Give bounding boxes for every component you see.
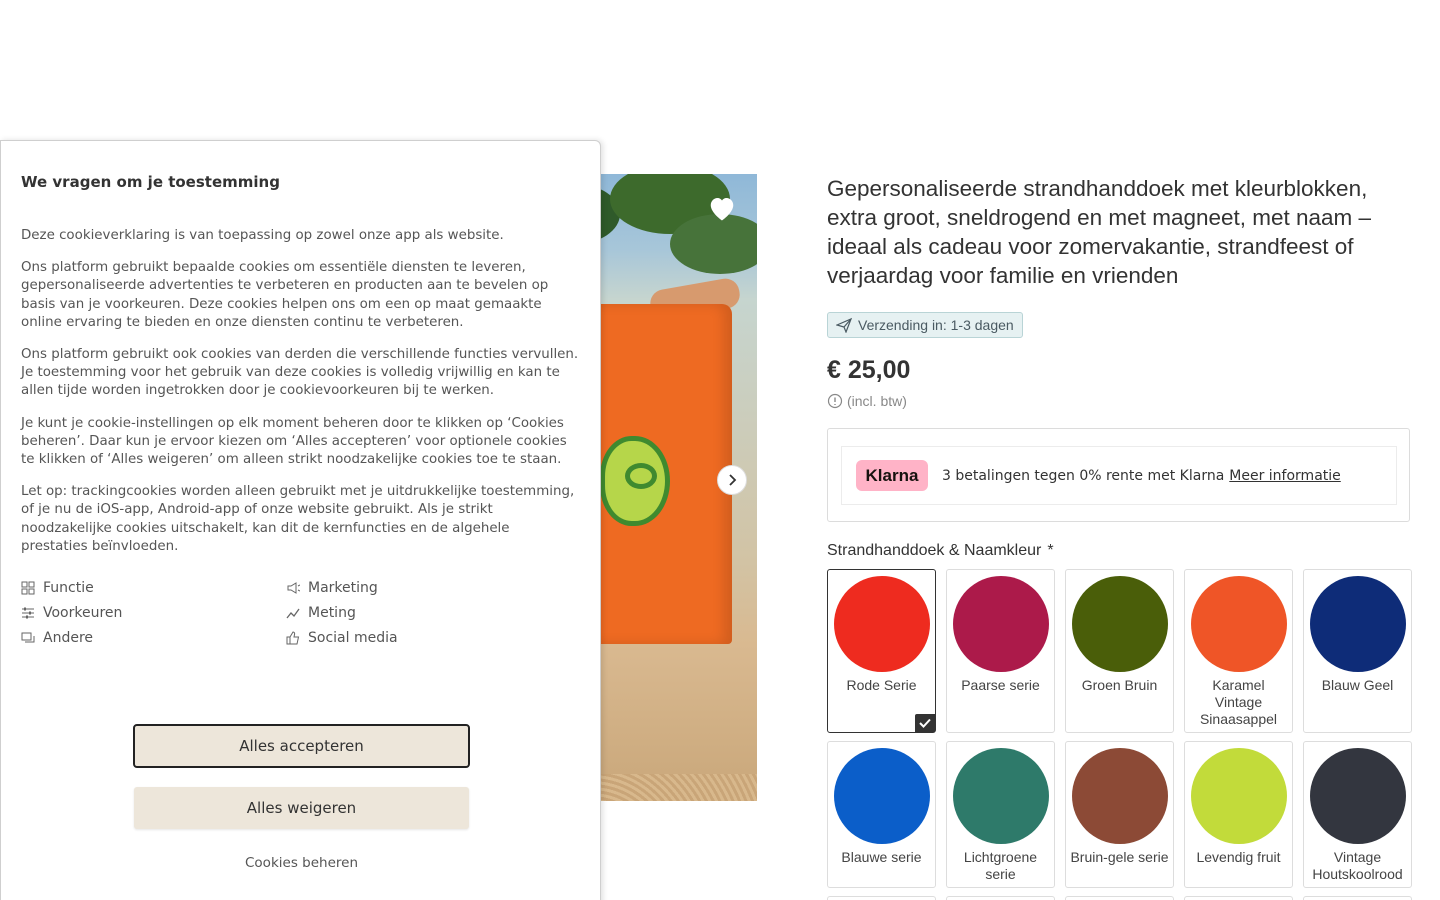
cookie-consent-panel (0, 140, 601, 900)
cookie-category-label: Andere (43, 629, 94, 646)
color-swatch-option[interactable] (1303, 569, 1412, 733)
reject-all-button[interactable]: Alles weigeren (134, 787, 469, 829)
swatch-color-circle (1310, 748, 1406, 844)
manage-cookies-button[interactable]: Cookies beheren (134, 849, 469, 877)
color-swatch-option[interactable] (946, 741, 1055, 888)
checkmark-icon (915, 714, 935, 732)
klarna-banner (841, 446, 1397, 505)
chart-icon (286, 606, 300, 620)
swatch-name: Groen Bruin (1081, 677, 1158, 693)
cookie-category-andere (21, 628, 286, 647)
swatch-name: Bruin-gele serie (1070, 849, 1169, 865)
swatch-color-circle (834, 748, 930, 844)
vat-text: (incl. btw) (847, 393, 907, 409)
color-swatch-option-partial[interactable] (1303, 896, 1412, 900)
swatch-name: Levendig fruit (1196, 849, 1281, 865)
cookie-categories (21, 578, 580, 647)
cookie-category-label: Marketing (308, 579, 378, 596)
cookie-category-label: Meting (308, 604, 356, 621)
klarna-box (827, 428, 1410, 522)
swatch-name: Blauwe serie (841, 849, 922, 865)
required-marker: * (1047, 542, 1054, 559)
cookie-category-label: Voorkeuren (43, 604, 123, 621)
swatch-color-circle (1072, 748, 1168, 844)
klarna-text: 3 betalingen tegen 0% rente met Klarna (942, 467, 1225, 484)
cookie-category-social-media (286, 628, 551, 647)
product-info (827, 174, 1412, 409)
cookie-category-meting (286, 603, 551, 622)
color-swatch-option[interactable] (1065, 569, 1174, 733)
cookie-category-label: Social media (308, 629, 398, 646)
cookie-category-label: Functie (43, 579, 94, 596)
info-icon (827, 393, 843, 409)
color-swatch-option[interactable] (1065, 741, 1174, 888)
cookie-category-voorkeuren (21, 603, 286, 622)
color-swatch-grid (827, 569, 1411, 900)
swatch-name: Rode Serie (846, 677, 917, 693)
cookie-paragraph: Je kunt je cookie-instellingen op elk moment beheren door te klikken op ‘Cookies beheren’. Daar kun je ervoor kiezen om ‘Alles accepteren’ voor optionele cookies te klikken of ‘Alles weigeren’ om alleen strikt noodzakelijke cookies toe te staan. (21, 415, 567, 468)
favorite-heart-icon[interactable] (705, 192, 739, 224)
swatch-color-circle (953, 576, 1049, 672)
swatch-color-circle (1191, 576, 1287, 672)
cookie-paragraph: Deze cookieverklaring is van toepassing op zowel onze app als website. (21, 228, 504, 243)
swatch-name: Paarse serie (961, 677, 1040, 693)
color-swatch-option[interactable] (1303, 741, 1412, 888)
color-swatch-option[interactable] (946, 569, 1055, 733)
swatch-color-circle (1191, 748, 1287, 844)
next-image-chevron-icon[interactable] (717, 465, 747, 495)
swatch-name: Vintage Houtskoolrood (1312, 849, 1403, 882)
swatch-color-circle (1072, 576, 1168, 672)
klarna-logo: Klarna (856, 460, 928, 491)
cookie-category-marketing (286, 578, 551, 597)
color-swatch-option[interactable] (1184, 741, 1293, 888)
swatch-color-circle (953, 748, 1049, 844)
swatch-name: Blauw Geel (1321, 677, 1394, 693)
shipping-text: Verzending in: 1-3 dagen (858, 317, 1014, 333)
option-label (827, 542, 1054, 560)
cookie-category-functie (21, 578, 286, 597)
plane-icon (836, 317, 852, 333)
shipping-badge (827, 312, 1023, 338)
megaphone-icon (286, 581, 300, 595)
swatch-color-circle (1310, 576, 1406, 672)
color-swatch-option-partial[interactable] (827, 896, 936, 900)
swatch-name: Lichtgroene serie (963, 849, 1038, 882)
product-title: Gepersonaliseerde strandhanddoek met kleurblokken, extra groot, sneldrogend en met magneet, met naam – ideaal als cadeau voor zomervakantie, strandfeest of verjaardag voor familie en vrienden (827, 176, 1372, 288)
thumbs-up-icon (286, 631, 300, 645)
accept-all-button[interactable]: Alles accepteren (133, 724, 470, 768)
price: € 25,00 (827, 356, 911, 384)
option-label-text: Strandhanddoek & Naamkleur (827, 542, 1042, 559)
color-swatch-option[interactable] (1184, 569, 1293, 733)
sliders-icon (21, 606, 35, 620)
color-swatch-option-partial[interactable] (1184, 896, 1293, 900)
color-swatch-option-partial[interactable] (1065, 896, 1174, 900)
swatch-color-circle (834, 576, 930, 672)
swatch-name: Karamel Vintage Sinaasappel (1199, 677, 1278, 727)
cookie-title: We vragen om je toestemming (21, 173, 280, 191)
cookie-paragraph: Let op: trackingcookies worden alleen gebruikt met je uitdrukkelijke toestemming, of je nu de iOS-app, Android-app of onze website gebruikt. Als je strikt noodzakelijke cookies uitschakelt, kan dit de kernfuncties en de algehele prestaties beïnvloeden. (21, 484, 575, 554)
chat-icon (21, 631, 35, 645)
color-swatch-option[interactable] (827, 741, 936, 888)
cookie-paragraph: Ons platform gebruikt bepaalde cookies om essentiële diensten te leveren, gepersonaliseerde advertenties te verbeteren en producten aan te bevelen op basis van je voorkeuren. Deze cookies helpen ons om een op maat gemaakte online ervaring te bieden en onze diensten continu te verbeteren. (21, 260, 549, 330)
grid-icon (21, 581, 35, 595)
color-swatch-option[interactable] (827, 569, 936, 733)
vat-note (827, 393, 1412, 409)
color-swatch-option-partial[interactable] (946, 896, 1055, 900)
cookie-paragraph: Ons platform gebruikt ook cookies van derden die verschillende functies vervullen. Je toestemming voor het gebruik van deze cookies is volledig vrijwillig en kan te allen tijde worden ingetrokken door je cookievoorkeuren bij te werken. (21, 347, 579, 399)
klarna-more-info-link[interactable]: Meer informatie (1229, 467, 1341, 484)
